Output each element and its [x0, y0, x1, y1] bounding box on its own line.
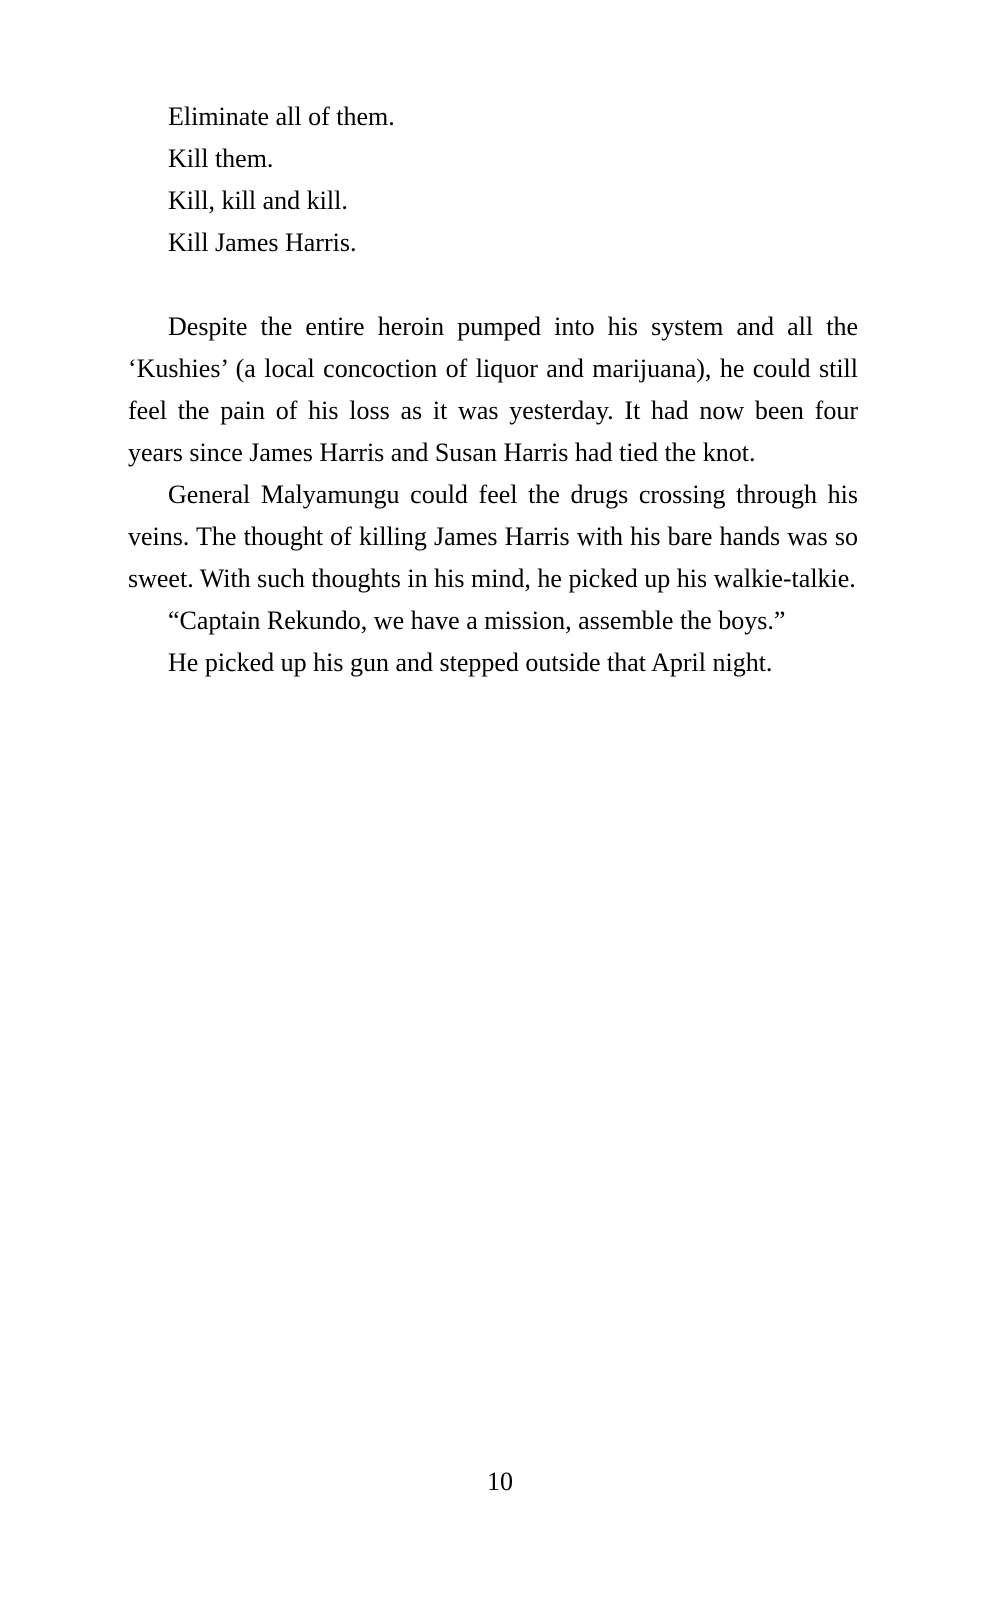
- verse-line: Eliminate all of them.: [168, 102, 395, 131]
- body-paragraph: Despite the entire heroin pumped into his system and all the ‘Kushies’ (a local concoction of liquor and marijuana), he could still feel the pain of his loss as it was yesterday. It had now been four years since James Harris and Susan Harris had tied the knot.: [128, 312, 858, 467]
- verse-group: [128, 96, 858, 264]
- page-number: 10: [487, 1467, 513, 1496]
- verse-line: Kill them.: [168, 144, 274, 173]
- verse-line: Kill James Harris.: [168, 228, 357, 257]
- body-paragraph: “Captain Rekundo, we have a mission, assemble the boys.”: [168, 606, 786, 635]
- body-paragraph: General Malyamungu could feel the drugs crossing through his veins. The thought of killing James Harris with his bare hands was so sweet. With such thoughts in his mind, he picked up his walkie-talkie.: [128, 480, 858, 593]
- page-text-block: [128, 96, 858, 684]
- body-paragraph: He picked up his gun and stepped outside that April night.: [168, 648, 773, 677]
- verse-line: Kill, kill and kill.: [168, 186, 348, 215]
